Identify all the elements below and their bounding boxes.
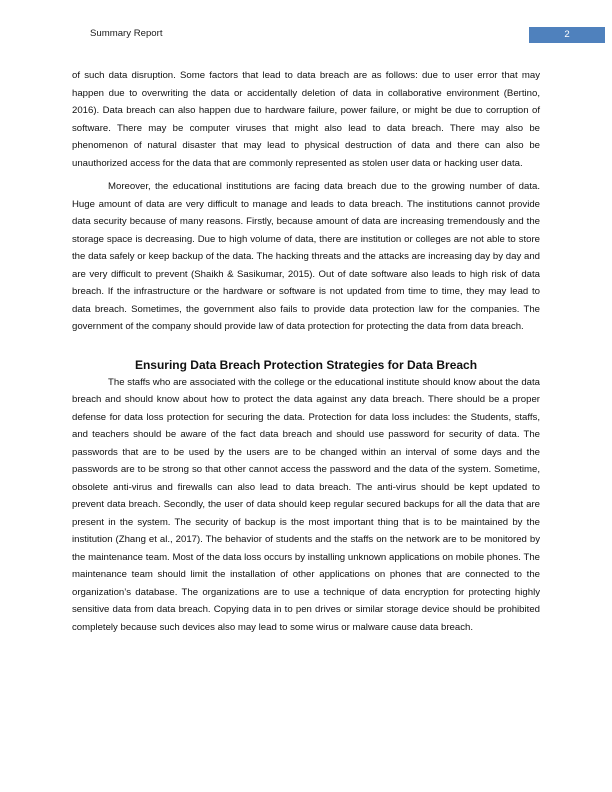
section-heading: Ensuring Data Breach Protection Strategies for Data Breach: [134, 357, 478, 372]
document-body: [72, 67, 540, 636]
running-header-title: Summary Report: [90, 28, 163, 39]
paragraph-protection-strategies: The staffs who are associated with the college or the educational institute should know about the data breach and should know about how to protect the data against any data breach. There should be a proper defense for data loss protection for securing the data. Protection for data loss includes: the Students, staffs, and teachers should be aware of the fact data breach and should use password for security of data. The passwords that are to be used by the users are to be changed within an interval of some days and the passwords are to be strong so that other cannot access the password and the data of the system. Sometime, obsolete anti-virus and firewalls can also lead to data breach. The anti-virus should be kept updated to prevent data breach. Secondly, the user of data should keep regular secured backups for all the data that are present in the system. The security of backup is the most important thing that is to be maintained by the institution (Zhang et al., 2017). The behavior of students and the staffs on the network are to be monitored by the maintenance team. Most of the data loss occurs by installing unknown applications on mobile phones. The maintenance team should limit the installation of other applications on phones that are connected to the organization’s database. The organizations are to use a technique of data encryption for protecting highly sensitive data from data breach. Copying data in to pen drives or similar storage device should be prohibited completely because such devices also may lead to some wirus or malware cause data breach.: [72, 376, 540, 633]
paragraph-continued: of such data disruption. Some factors that lead to data breach are as follows: due to user error that may happen due to overwriting the data or accidentally deletion of data in collaborative environment (Bertino, 2016). Data breach can also happen due to hardware failure, power failure, or might be due to corruption of software. There may be computer viruses that might also lead to data breach. There may also be phenomenon of natural disaster that may lead to physical destruction of data and there can also be unauthorized access for the data that are commonly represented as stolen user data or hacking user data.: [72, 70, 540, 169]
paragraph-educational-institutions: Moreover, the educational institutions are facing data breach due to the growing number of data. Huge amount of data are very difficult to manage and leads to data breach. The institutions cannot provide data security because of many reasons. Firstly, because amount of data are increasing tremendously and the storage space is decreasing. Due to high volume of data, there are institution or colleges are not able to store the data safely or keep backup of the data. The hacking threats and the attacks are increasing day by day and are very difficult to prevent (Shaikh & Sasikumar, 2015). Out of date software also leads to high risk of data breach. If the infrastructure or the hardware or software is not updated from time to time, they may lead to data breach. Sometimes, the government also fails to provide data protection law for the companies. The government of the company should provide law of data protection for protecting the data from data breach.: [72, 181, 540, 332]
page-number-badge: 2: [529, 27, 605, 43]
page-header: [0, 27, 612, 43]
